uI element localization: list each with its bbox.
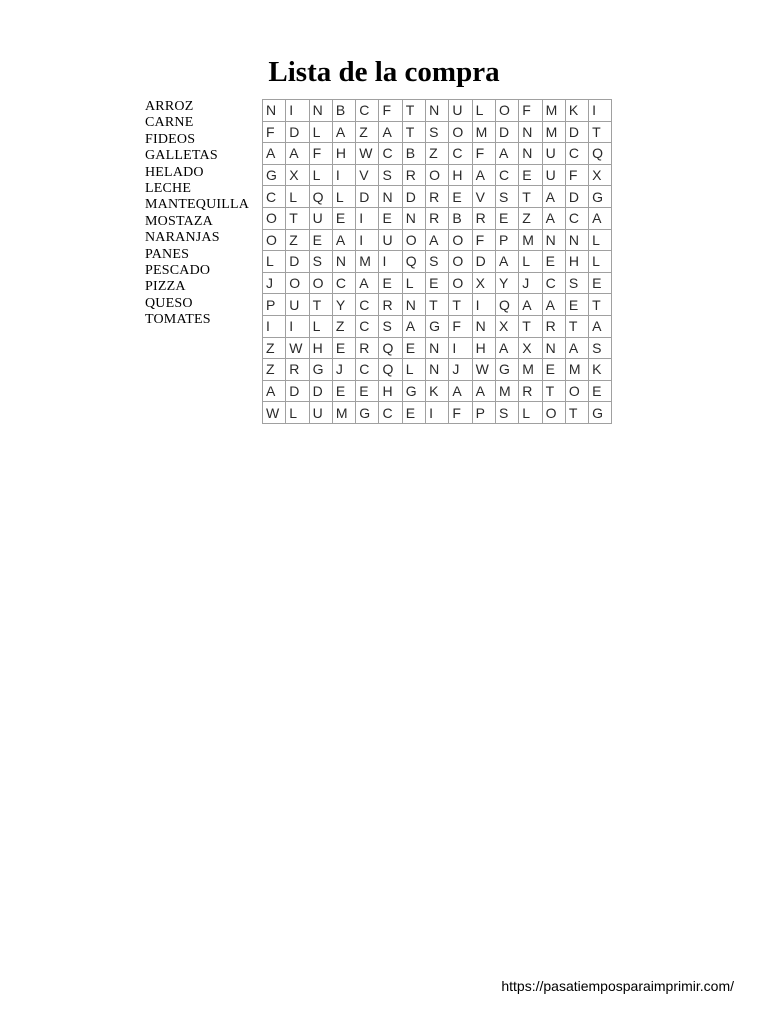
grid-cell: B: [332, 100, 355, 122]
word-list-item: HELADO: [145, 164, 204, 180]
grid-cell: P: [472, 402, 495, 424]
grid-cell: O: [286, 272, 309, 294]
grid-cell: A: [356, 272, 379, 294]
grid-cell: K: [426, 380, 449, 402]
grid-row: [263, 402, 612, 424]
grid-cell: V: [472, 186, 495, 208]
grid-cell: D: [472, 251, 495, 273]
grid-cell: T: [589, 294, 612, 316]
grid-cell: I: [472, 294, 495, 316]
grid-cell: O: [542, 402, 565, 424]
grid-cell: E: [402, 337, 425, 359]
word-list-item: ARROZ: [145, 99, 194, 114]
grid-cell: V: [356, 164, 379, 186]
grid-cell: A: [472, 380, 495, 402]
grid-cell: O: [495, 100, 518, 122]
grid-row: [263, 380, 612, 402]
grid-cell: A: [472, 164, 495, 186]
grid-cell: Y: [495, 272, 518, 294]
grid-cell: H: [332, 143, 355, 165]
grid-cell: M: [542, 121, 565, 143]
grid-body: [263, 100, 612, 424]
grid-cell: F: [309, 143, 332, 165]
grid-cell: M: [472, 121, 495, 143]
grid-cell: G: [309, 359, 332, 381]
grid-cell: T: [309, 294, 332, 316]
grid-cell: E: [356, 380, 379, 402]
grid-cell: M: [495, 380, 518, 402]
grid-cell: N: [263, 100, 286, 122]
grid-cell: I: [589, 100, 612, 122]
grid-cell: I: [286, 100, 309, 122]
grid-cell: D: [356, 186, 379, 208]
grid-cell: D: [309, 380, 332, 402]
word-list-item: MANTEQUILLA: [145, 197, 250, 213]
grid-cell: E: [426, 272, 449, 294]
grid-cell: R: [286, 359, 309, 381]
grid-cell: R: [426, 207, 449, 229]
grid-cell: G: [495, 359, 518, 381]
grid-cell: E: [332, 337, 355, 359]
grid-cell: D: [402, 186, 425, 208]
grid-cell: Z: [263, 337, 286, 359]
grid-cell: B: [449, 207, 472, 229]
grid-cell: F: [519, 100, 542, 122]
grid-cell: C: [356, 315, 379, 337]
grid-cell: O: [263, 207, 286, 229]
grid-cell: E: [589, 380, 612, 402]
grid-cell: F: [472, 229, 495, 251]
grid-cell: Q: [495, 294, 518, 316]
word-list-item: GALLETAS: [145, 148, 218, 164]
grid-cell: A: [542, 207, 565, 229]
grid-cell: U: [379, 229, 402, 251]
grid-cell: M: [356, 251, 379, 273]
grid-cell: T: [519, 186, 542, 208]
grid-cell: N: [519, 143, 542, 165]
word-list-item: PIZZA: [145, 279, 186, 295]
grid-row: [263, 121, 612, 143]
grid-cell: S: [309, 251, 332, 273]
grid-cell: C: [332, 272, 355, 294]
grid-cell: B: [402, 143, 425, 165]
grid-cell: S: [495, 402, 518, 424]
grid-cell: A: [402, 315, 425, 337]
grid-row: [263, 186, 612, 208]
word-list-item: QUESO: [145, 295, 193, 311]
grid-cell: U: [542, 164, 565, 186]
grid-cell: N: [565, 229, 588, 251]
grid-cell: Q: [379, 337, 402, 359]
grid-cell: M: [519, 229, 542, 251]
grid-cell: T: [565, 402, 588, 424]
word-list-item: NARANJAS: [145, 230, 220, 246]
grid-cell: A: [263, 380, 286, 402]
grid-cell: W: [472, 359, 495, 381]
grid-cell: F: [379, 100, 402, 122]
grid-cell: E: [519, 164, 542, 186]
grid-row: [263, 207, 612, 229]
grid-cell: Z: [263, 359, 286, 381]
grid-cell: F: [263, 121, 286, 143]
grid-cell: J: [263, 272, 286, 294]
grid-cell: W: [356, 143, 379, 165]
grid-cell: T: [565, 315, 588, 337]
grid-cell: D: [565, 121, 588, 143]
grid-cell: T: [589, 121, 612, 143]
grid-cell: X: [589, 164, 612, 186]
grid-cell: L: [286, 186, 309, 208]
grid-cell: H: [309, 337, 332, 359]
footer-url: https://pasatiemposparaimprimir.com/: [501, 978, 734, 994]
grid-row: [263, 337, 612, 359]
grid-cell: I: [263, 315, 286, 337]
grid-cell: W: [263, 402, 286, 424]
grid-cell: C: [565, 207, 588, 229]
word-list-item: TOMATES: [145, 312, 211, 328]
grid-cell: I: [356, 229, 379, 251]
grid-cell: D: [286, 380, 309, 402]
grid-cell: F: [472, 143, 495, 165]
grid-cell: J: [519, 272, 542, 294]
grid-cell: A: [332, 229, 355, 251]
grid-cell: N: [426, 337, 449, 359]
grid-cell: X: [286, 164, 309, 186]
grid-cell: U: [542, 143, 565, 165]
grid-row: [263, 251, 612, 273]
grid-cell: D: [286, 121, 309, 143]
grid-cell: C: [449, 143, 472, 165]
grid-cell: U: [309, 207, 332, 229]
grid-cell: A: [589, 315, 612, 337]
grid-cell: L: [263, 251, 286, 273]
grid-cell: L: [309, 121, 332, 143]
grid-cell: N: [542, 337, 565, 359]
grid-cell: Z: [426, 143, 449, 165]
grid-cell: S: [495, 186, 518, 208]
grid-row: [263, 229, 612, 251]
grid-cell: N: [426, 359, 449, 381]
grid-row: [263, 294, 612, 316]
grid-cell: L: [519, 251, 542, 273]
grid-cell: N: [519, 121, 542, 143]
grid-cell: E: [379, 272, 402, 294]
grid-cell: H: [565, 251, 588, 273]
grid-cell: T: [519, 315, 542, 337]
grid-cell: E: [332, 207, 355, 229]
grid-cell: E: [449, 186, 472, 208]
grid-cell: D: [565, 186, 588, 208]
grid-cell: O: [426, 164, 449, 186]
grid-cell: T: [402, 100, 425, 122]
grid-cell: E: [542, 359, 565, 381]
grid-cell: A: [589, 207, 612, 229]
grid-row: [263, 315, 612, 337]
grid-cell: K: [589, 359, 612, 381]
grid-cell: O: [449, 229, 472, 251]
grid-cell: E: [495, 207, 518, 229]
grid-cell: Z: [356, 121, 379, 143]
grid-cell: H: [472, 337, 495, 359]
grid-cell: E: [542, 251, 565, 273]
grid-cell: C: [263, 186, 286, 208]
grid-cell: K: [565, 100, 588, 122]
grid-cell: O: [449, 121, 472, 143]
grid-cell: R: [542, 315, 565, 337]
grid-cell: A: [286, 143, 309, 165]
grid-cell: G: [356, 402, 379, 424]
grid-cell: J: [449, 359, 472, 381]
grid-cell: N: [542, 229, 565, 251]
grid-cell: E: [379, 207, 402, 229]
grid-cell: L: [332, 186, 355, 208]
grid-cell: N: [402, 294, 425, 316]
grid-row: [263, 143, 612, 165]
grid-cell: S: [426, 251, 449, 273]
grid-cell: U: [286, 294, 309, 316]
grid-cell: N: [472, 315, 495, 337]
grid-cell: Q: [309, 186, 332, 208]
grid-cell: Q: [402, 251, 425, 273]
grid-cell: C: [565, 143, 588, 165]
grid-cell: A: [426, 229, 449, 251]
grid-cell: Q: [379, 359, 402, 381]
grid-cell: R: [426, 186, 449, 208]
grid-row: [263, 164, 612, 186]
grid-cell: U: [449, 100, 472, 122]
grid-cell: Z: [286, 229, 309, 251]
grid-cell: C: [379, 402, 402, 424]
grid-cell: I: [426, 402, 449, 424]
grid-cell: A: [495, 337, 518, 359]
grid-cell: Z: [332, 315, 355, 337]
grid-cell: G: [589, 186, 612, 208]
grid-cell: X: [472, 272, 495, 294]
grid-cell: S: [379, 164, 402, 186]
grid-cell: T: [542, 380, 565, 402]
grid-cell: X: [519, 337, 542, 359]
grid-cell: R: [379, 294, 402, 316]
grid-cell: T: [402, 121, 425, 143]
grid-cell: L: [589, 251, 612, 273]
grid-cell: C: [542, 272, 565, 294]
grid-cell: R: [472, 207, 495, 229]
grid-cell: C: [495, 164, 518, 186]
grid-cell: A: [542, 186, 565, 208]
grid-cell: L: [402, 359, 425, 381]
grid-cell: O: [449, 251, 472, 273]
grid-cell: A: [495, 143, 518, 165]
grid-cell: E: [402, 402, 425, 424]
word-list-item: CARNE: [145, 115, 194, 131]
grid-cell: F: [449, 402, 472, 424]
grid-cell: M: [332, 402, 355, 424]
grid-cell: M: [565, 359, 588, 381]
grid-cell: D: [286, 251, 309, 273]
grid-cell: L: [309, 164, 332, 186]
grid-cell: D: [495, 121, 518, 143]
grid-cell: C: [356, 359, 379, 381]
grid-cell: U: [309, 402, 332, 424]
grid-cell: L: [309, 315, 332, 337]
grid-cell: T: [449, 294, 472, 316]
grid-cell: W: [286, 337, 309, 359]
grid-cell: N: [402, 207, 425, 229]
grid-row: [263, 359, 612, 381]
grid-cell: S: [565, 272, 588, 294]
grid-cell: O: [449, 272, 472, 294]
grid-cell: F: [449, 315, 472, 337]
grid-cell: C: [379, 143, 402, 165]
grid-cell: L: [402, 272, 425, 294]
grid-cell: M: [519, 359, 542, 381]
grid-cell: E: [309, 229, 332, 251]
grid-cell: A: [263, 143, 286, 165]
grid-cell: Y: [332, 294, 355, 316]
word-search-grid: [262, 99, 612, 424]
grid-cell: O: [309, 272, 332, 294]
grid-cell: A: [519, 294, 542, 316]
grid-cell: G: [263, 164, 286, 186]
grid-cell: A: [449, 380, 472, 402]
grid-cell: T: [426, 294, 449, 316]
grid-cell: N: [426, 100, 449, 122]
grid-cell: L: [472, 100, 495, 122]
word-list-item: FIDEOS: [145, 131, 196, 147]
grid-cell: J: [332, 359, 355, 381]
word-list-item: MOSTAZA: [145, 213, 213, 229]
grid-cell: N: [309, 100, 332, 122]
grid-row: [263, 100, 612, 122]
word-list-item: PANES: [145, 246, 190, 262]
grid-cell: P: [495, 229, 518, 251]
grid-cell: O: [263, 229, 286, 251]
grid-cell: G: [426, 315, 449, 337]
grid-cell: Q: [589, 143, 612, 165]
grid-cell: N: [332, 251, 355, 273]
grid-cell: A: [495, 251, 518, 273]
grid-cell: A: [379, 121, 402, 143]
grid-cell: C: [356, 100, 379, 122]
grid-cell: R: [356, 337, 379, 359]
grid-cell: A: [565, 337, 588, 359]
grid-cell: X: [495, 315, 518, 337]
grid-row: [263, 272, 612, 294]
grid-cell: Z: [519, 207, 542, 229]
grid-cell: E: [589, 272, 612, 294]
grid-cell: G: [402, 380, 425, 402]
grid-cell: A: [542, 294, 565, 316]
grid-cell: I: [286, 315, 309, 337]
grid-cell: C: [356, 294, 379, 316]
grid-cell: O: [565, 380, 588, 402]
word-list-item: PESCADO: [145, 262, 211, 278]
grid-cell: R: [519, 380, 542, 402]
grid-cell: G: [589, 402, 612, 424]
grid-cell: L: [589, 229, 612, 251]
page-title: Lista de la compra: [268, 56, 500, 88]
grid-cell: L: [519, 402, 542, 424]
grid-cell: H: [449, 164, 472, 186]
grid-cell: A: [332, 121, 355, 143]
grid-cell: I: [356, 207, 379, 229]
grid-cell: P: [263, 294, 286, 316]
word-list-item: LECHE: [145, 180, 192, 196]
grid-cell: S: [589, 337, 612, 359]
grid-cell: S: [379, 315, 402, 337]
grid-cell: O: [402, 229, 425, 251]
grid-cell: T: [286, 207, 309, 229]
grid-cell: S: [426, 121, 449, 143]
grid-cell: R: [402, 164, 425, 186]
grid-cell: I: [332, 164, 355, 186]
grid-cell: E: [332, 380, 355, 402]
grid-cell: E: [565, 294, 588, 316]
grid-cell: I: [449, 337, 472, 359]
grid-cell: N: [379, 186, 402, 208]
grid-cell: F: [565, 164, 588, 186]
word-list: [145, 99, 249, 328]
grid-cell: I: [379, 251, 402, 273]
grid-cell: M: [542, 100, 565, 122]
grid-cell: H: [379, 380, 402, 402]
grid-cell: L: [286, 402, 309, 424]
